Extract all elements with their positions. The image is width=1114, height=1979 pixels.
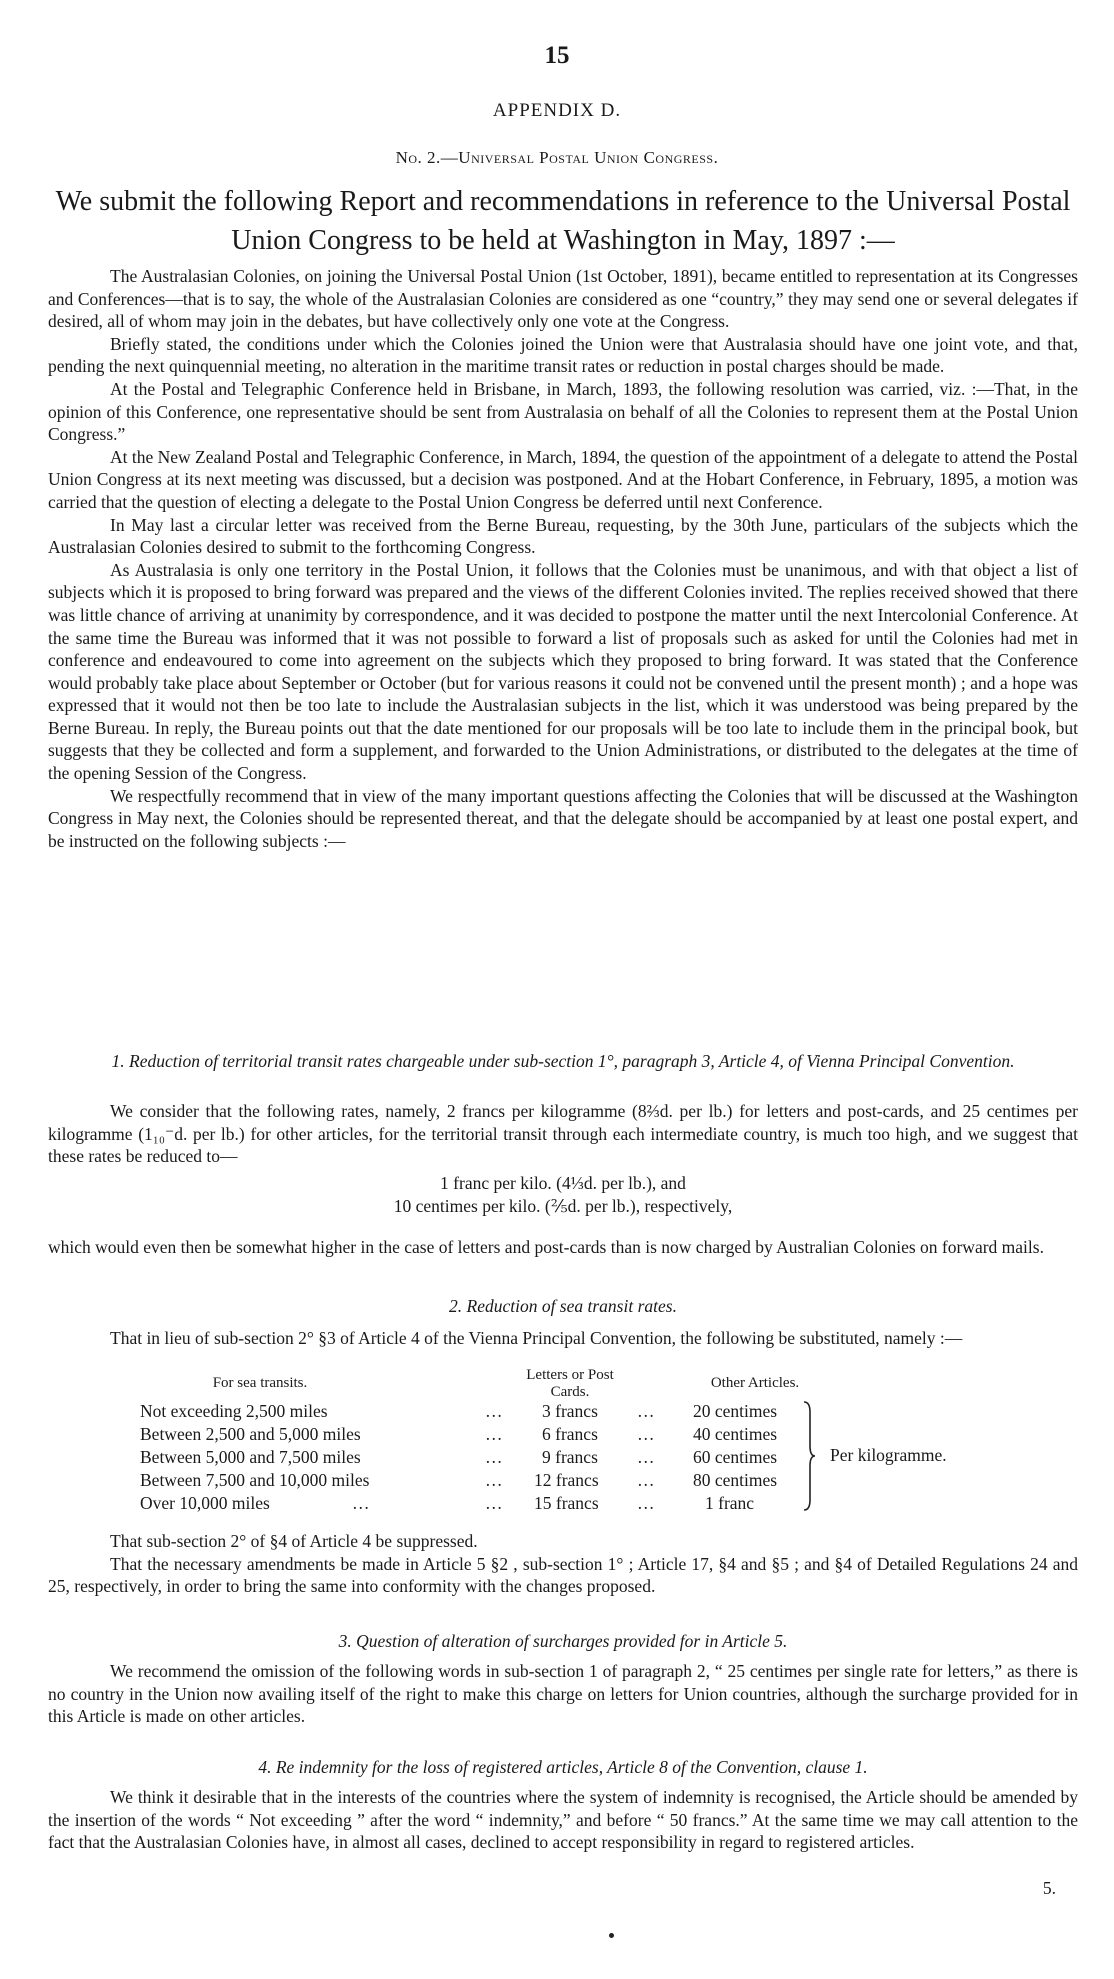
section-1-heading: [48, 1050, 1078, 1073]
right-brace-icon: [802, 1400, 816, 1512]
section-1-after: which would even then be somewhat higher in the case of letters and post-cards than is now charged by Australian Colonies on forward mails.: [48, 1237, 1044, 1257]
other-cell: 20 centimes: [693, 1401, 778, 1421]
other-cell: 1 franc: [705, 1493, 755, 1513]
distance-cell: Between 2,500 and 5,000 miles: [140, 1424, 361, 1444]
leader: …: [485, 1470, 503, 1490]
section-1-heading-text: 1. Reduction of territorial transit rates chargeable under sub-section 1°, paragraph 3, Article 4, of Vienna Principal Convention.: [111, 1051, 1015, 1071]
section-3-body: [48, 1660, 1078, 1728]
section-3-body-text: We recommend the omission of the following words in sub-section 1 of paragraph 2, “ 25 centimes per single rate for letters,” as there is no country in the Union now availing itself of the right to make this charge on letters for Union countries, although the surcharge provided for in this Article is made on other articles.: [48, 1661, 1078, 1727]
leader: …: [352, 1493, 370, 1513]
other-cell: 60 centimes: [693, 1447, 778, 1467]
section-1-body-text: We consider that the following rates, namely, 2 francs per kilogramme (8⅔d. per lb.) for letters and post-cards, and 25 centimes per kilogramme (1₁₀⁻d. per lb.) for other articles, for the territorial transit through each intermediate country, is much too high, and we suggest that these rates be reduced to—: [48, 1101, 1078, 1167]
section-2-after-1: That sub-section 2° of §4 of Article 4 be suppressed.: [110, 1531, 478, 1551]
leader: …: [485, 1493, 503, 1513]
other-cell: 40 centimes: [693, 1424, 778, 1444]
leader: …: [637, 1493, 655, 1513]
leader: …: [485, 1401, 503, 1421]
proposed-rates: [48, 1172, 1078, 1217]
leader: …: [637, 1447, 655, 1467]
section-3-heading: [48, 1630, 1078, 1653]
paragraph: The Australasian Colonies, on joining the Universal Postal Union (1st October, 1891), became entitled to representation at its Congresses and Conferences—that is to say, the whole of the Australasian Colonies are considered as one “country,” they may send one or several delegates if desired, all of whom may join in the debates, but have collectively only one vote at the Congress.: [48, 266, 1078, 332]
ink-dot: [609, 1933, 614, 1938]
section-2-after: [48, 1530, 1078, 1598]
letters-cell: 9 francs: [542, 1447, 598, 1467]
section-2-body: [48, 1327, 1078, 1350]
appendix-title: APPENDIX D.: [492, 100, 622, 121]
intro-heading: We submit the following Report and recommendations in reference to the Universal Postal Union Congress to be held at Washington in May, 1897 :—: [55, 186, 1071, 256]
footer-mark: 5.: [1042, 1878, 1056, 1898]
leader: …: [637, 1424, 655, 1444]
section-4-body: [48, 1786, 1078, 1854]
paragraph: At the Postal and Telegraphic Conference held in Brisbane, in March, 1893, the following resolution was carried, viz. :—That, in the opinion of this Conference, one representative should be sent from Australasia on behalf of all the Colonies to represent them at the Postal Union Congress.”: [48, 378, 1078, 445]
section-4-heading-text: 4. Re indemnity for the loss of registered articles, Article 8 of the Convention, clause 1.: [258, 1757, 868, 1777]
rate-line-2: 10 centimes per kilo. (⅖d. per lb.), respectively,: [393, 1195, 733, 1216]
subheading: No. 2.—Universal Postal Union Congress.: [395, 148, 719, 167]
rate-line-1: 1 franc per kilo. (4⅓d. per lb.), and: [440, 1173, 686, 1193]
letters-cell: 15 francs: [534, 1493, 599, 1513]
letters-cell: 3 francs: [542, 1401, 598, 1421]
distance-cell: Between 7,500 and 10,000 miles: [140, 1470, 370, 1490]
paragraph: We respectfully recommend that in view of the many important questions affecting the Colonies that will be discussed at the Washington Congress in May next, the Colonies should be represented thereat, and that the delegate should be accompanied by at least one postal expert, and be instructed on the following subjects :—: [48, 785, 1078, 851]
page-number: 15: [544, 42, 570, 69]
section-2-heading: [48, 1295, 1078, 1318]
paragraph: Briefly stated, the conditions under which the Colonies joined the Union were that Australasia should have one joint vote, and that, pending the next quinquennial meeting, no alteration in the maritime transit rates or reduction in postal charges should be made.: [48, 333, 1078, 377]
leader: …: [637, 1470, 655, 1490]
col-header-distance: For sea transits.: [212, 1375, 308, 1391]
report-paragraphs: [48, 265, 1078, 852]
section-2-heading-text: 2. Reduction of sea transit rates.: [449, 1296, 677, 1316]
leader: …: [485, 1424, 503, 1444]
section-2-body-text: That in lieu of sub-section 2° §3 of Article 4 of the Vienna Principal Convention, the following be substituted, namely :—: [110, 1328, 963, 1348]
col-header-letters: Letters or Post Cards.: [526, 1367, 614, 1400]
col-header-other: Other Articles.: [710, 1375, 800, 1391]
other-cell: 80 centimes: [693, 1470, 778, 1490]
section-4-heading: [48, 1756, 1078, 1779]
letters-cell: 6 francs: [542, 1424, 598, 1444]
distance-cell: Not exceeding 2,500 miles: [140, 1401, 328, 1421]
leader: …: [637, 1401, 655, 1421]
distance-cell: Between 5,000 and 7,500 miles: [140, 1447, 361, 1467]
paragraph: At the New Zealand Postal and Telegraphic Conference, in March, 1894, the question of the appointment of a delegate to attend the Postal Union Congress at its next meeting was discussed, but a decision was postponed. And at the Hobart Conference, in February, 1895, a motion was carried that the question of electing a delegate to the Postal Union Congress be deferred until next Conference.: [48, 446, 1078, 512]
section-1-body: [48, 1100, 1078, 1168]
leader: …: [485, 1447, 503, 1467]
section-4-body-text: We think it desirable that in the interests of the countries where the system of indemnity is recognised, the Article should be amended by the insertion of the words “ Not exceeding ” after the word “ indemnity,” and before “ 50 francs.” At the same time we may call attention to the fact that the Australasian Colonies have, in almost all cases, declined to accept responsibility in regard to registered articles.: [48, 1787, 1078, 1853]
paragraph: In May last a circular letter was received from the Berne Bureau, requesting, by the 30th June, particulars of the subjects which the Australasian Colonies desired to submit to the forthcoming Congress.: [48, 514, 1078, 558]
paragraph: As Australasia is only one territory in the Postal Union, it follows that the Colonies must be unanimous, and with that object a list of subjects which it is proposed to bring forward was prepared and the views of the different Colonies invited. The replies received showed that there was little chance of arriving at unanimity by correspondence, and it was decided to postpone the matter until the next Intercolonial Conference. At the same time the Bureau was informed that it was not possible to forward a list of proposals such as asked for until the Colonies had met in conference and endeavoured to come into agreement on the subjects which they proposed to bring forward. It was stated that the Conference would probably take place about September or October (but for various reasons it could not be convened until the present month) ; and a hope was expressed that it would not then be too late to include the Australasian subjects in the list, which it was understood was being prepared by the Berne Bureau. In reply, the Bureau points out that the date mentioned for our proposals will be too late to include them in the principal book, but suggests that they be collected and form a supplement, and forwarded to the Union Administrations, or distributed to the delegates at the time of the opening Session of the Congress.: [48, 559, 1078, 784]
distance-cell: Over 10,000 miles: [140, 1493, 270, 1513]
section-3-heading-text: 3. Question of alteration of surcharges provided for in Article 5.: [338, 1631, 788, 1651]
letters-cell: 12 francs: [534, 1470, 599, 1490]
per-kilogramme-label: Per kilogramme.: [830, 1445, 947, 1465]
section-2-after-2: That the necessary amendments be made in Article 5 §2 , sub-section 1° ; Article 17, §4 and §5 ; and §4 of Detailed Regulations 24 and 25, respectively, in order to bring the same into conformity with the changes proposed.: [48, 1553, 1078, 1597]
